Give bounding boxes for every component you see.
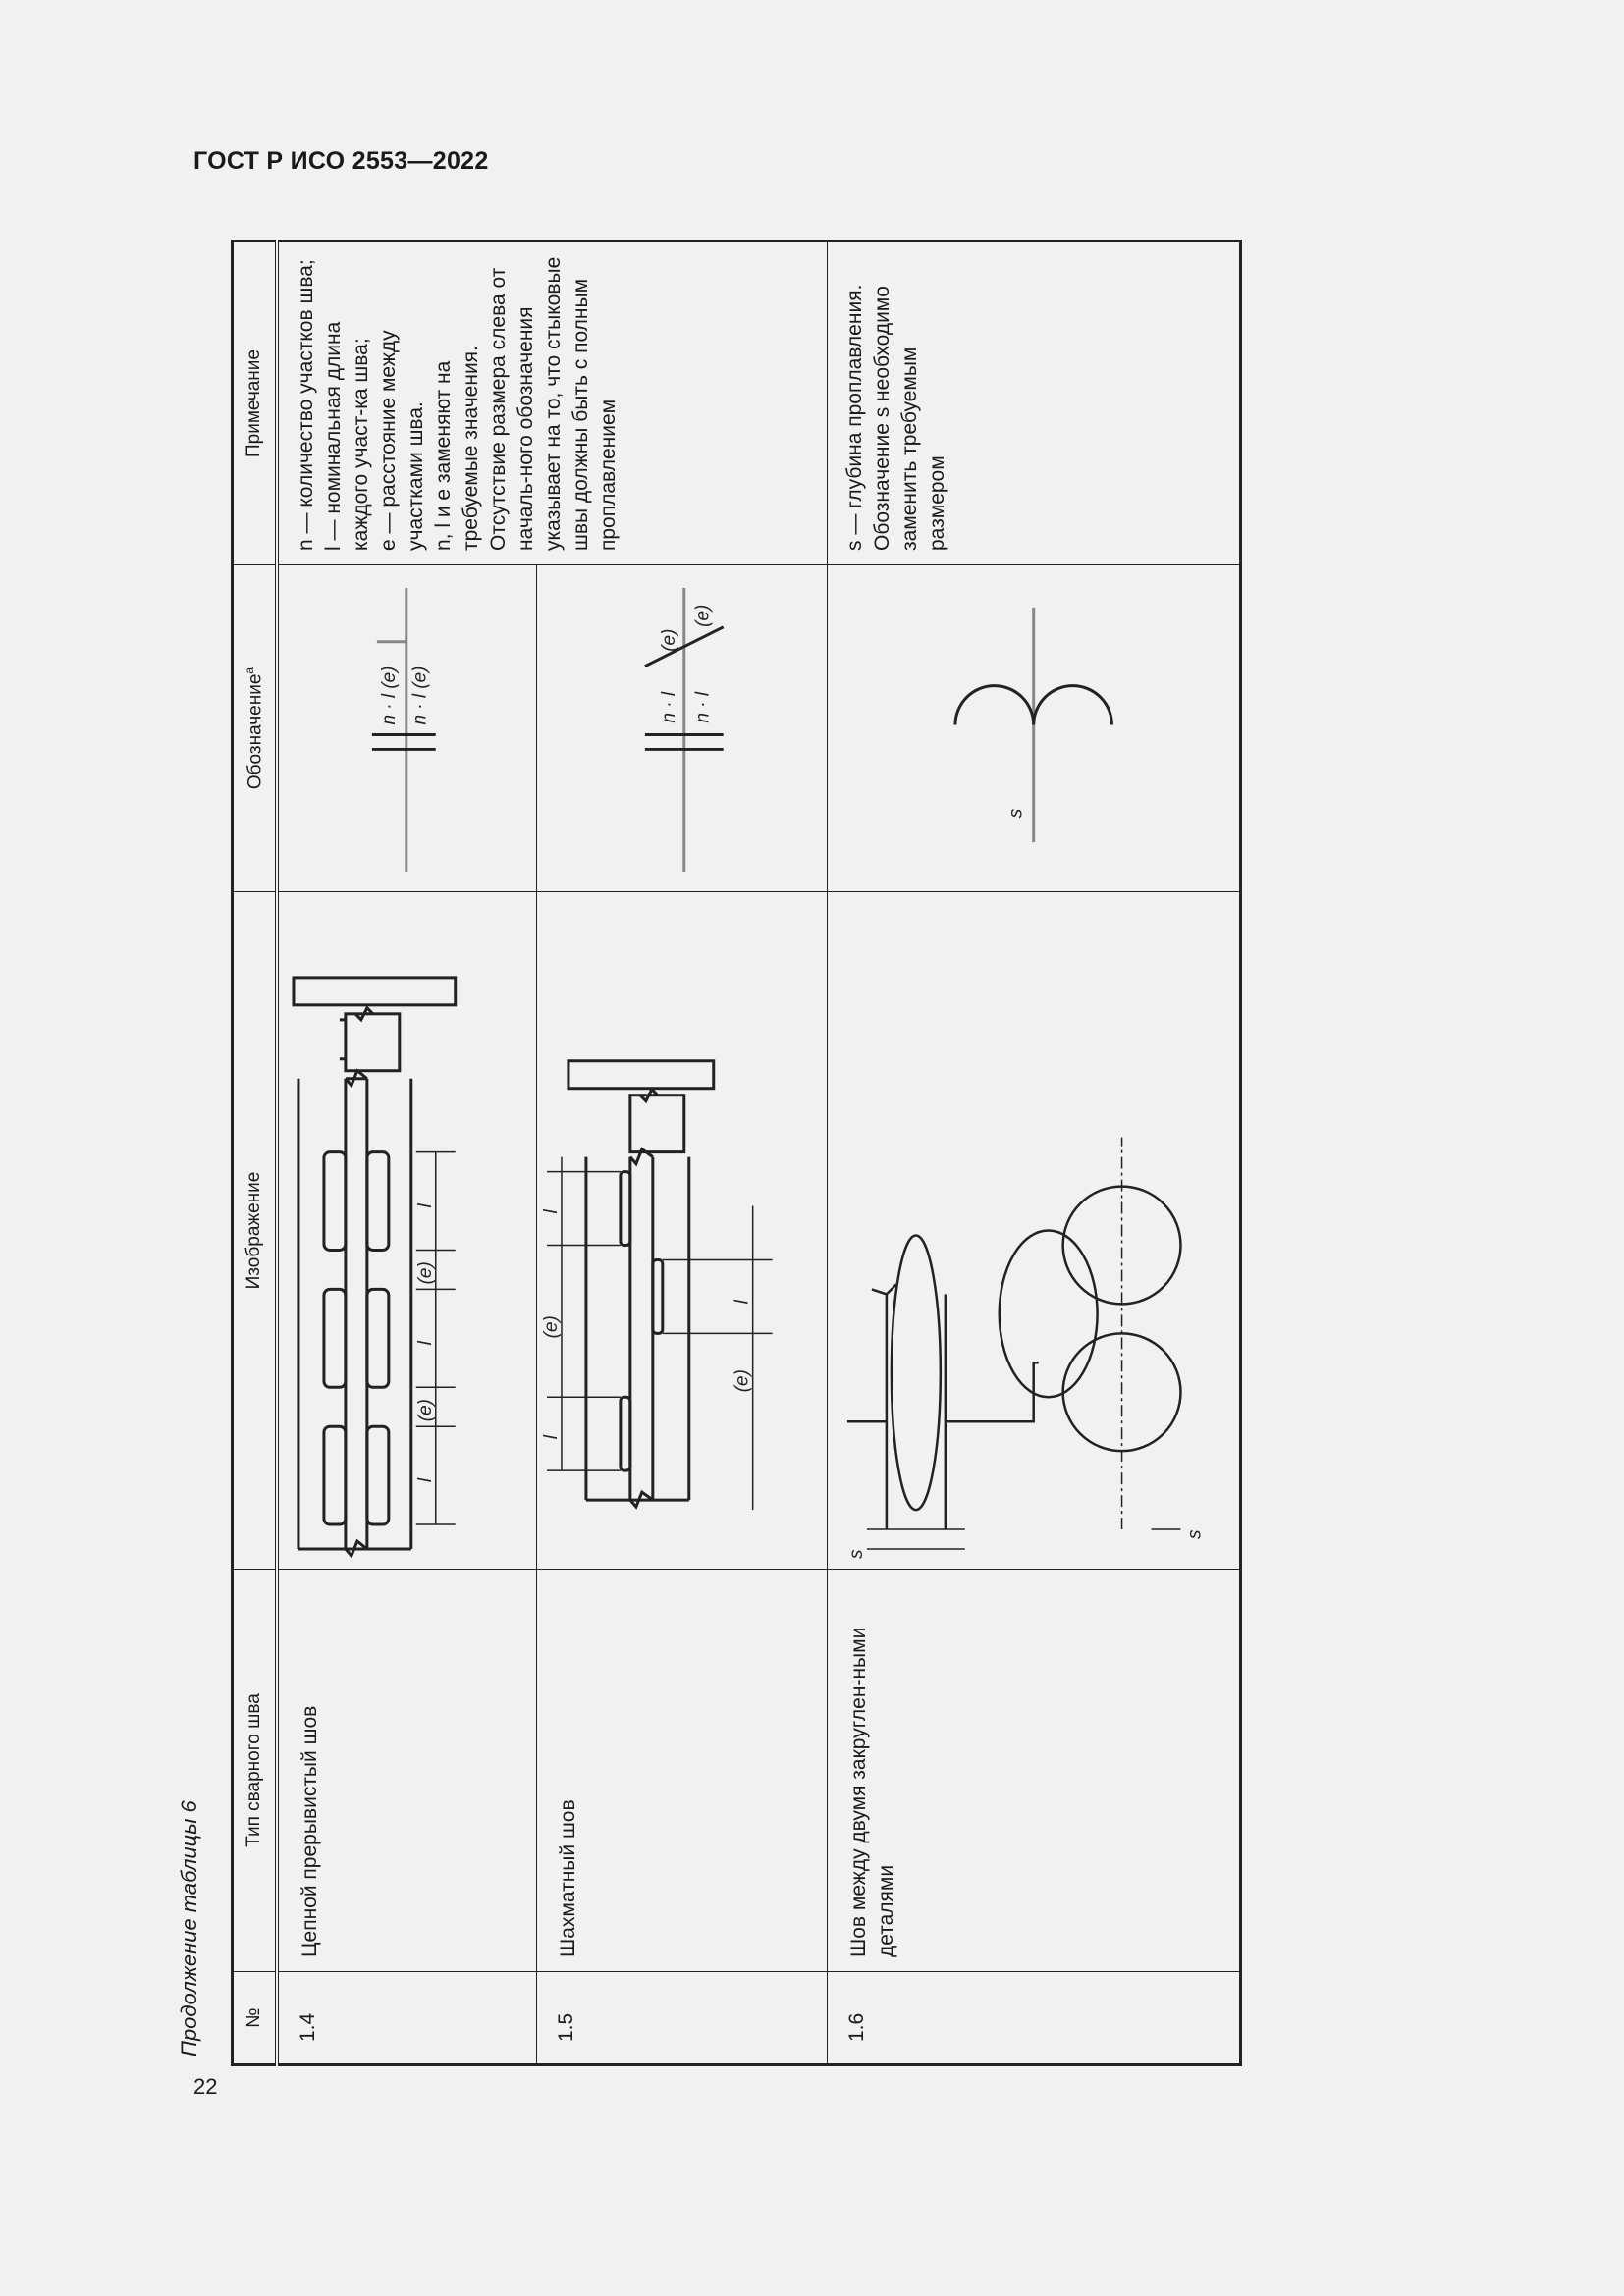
weld-image-staggered (536, 892, 828, 1570)
col-header-note: Примечание (233, 241, 278, 565)
table-caption: Продолжение таблицы 6 (177, 1800, 201, 2056)
note-line: l — номинальная длина каждого участ-ка шва; (322, 321, 372, 551)
note-chain (277, 241, 828, 565)
dim-l-3: l (414, 1203, 436, 1208)
symbol-e-bottom: (e) (692, 604, 714, 627)
col-header-type: Тип сварного шва (233, 1570, 278, 1972)
dim-l-2: l (414, 1341, 436, 1346)
page-number: 22 (193, 2074, 218, 2099)
weld-table (231, 240, 1242, 2066)
weld-symbol-staggered (536, 565, 828, 892)
chain-weld-drawing (279, 892, 536, 1569)
symbol-label-top: n · l (e) (378, 666, 400, 725)
weld-type: Шахматный шов (536, 1570, 828, 1972)
table-row (828, 241, 1240, 2065)
rotated-table-block (177, 242, 1206, 2066)
symbol-label-top: n · l (658, 691, 679, 723)
row-number: 1.5 (536, 1972, 828, 2065)
rounded-parts-weld-drawing (828, 892, 1238, 1569)
col-header-symbol-text: Обозначение (244, 673, 266, 790)
weld-symbol-chain (277, 565, 536, 892)
col-header-symbol (233, 565, 278, 892)
note-line: e — расстояние между участками шва. (377, 330, 427, 551)
col-header-image: Изображение (233, 892, 278, 1570)
dim-s-2: s (1184, 1529, 1206, 1540)
symbol-label-bottom: n · l (e) (409, 666, 431, 725)
note-line: Отсутствие размера слева от началь-ного обозначения указывает на то, что стыковые швы должны быть с полным проплавлением (487, 256, 620, 551)
weld-symbol-rounded (828, 565, 1240, 892)
dim-l-top-2: l (540, 1209, 562, 1214)
dim-l-bottom: l (731, 1300, 753, 1305)
dim-e-bottom: (e) (731, 1369, 753, 1393)
staggered-weld-drawing (537, 892, 828, 1569)
dim-e-2: (e) (414, 1261, 436, 1285)
col-header-no: № (233, 1972, 278, 2065)
dim-e-1: (e) (414, 1399, 436, 1422)
weld-type: Цепной прерывистый шов (277, 1570, 536, 1972)
dim-e-top: (e) (540, 1315, 562, 1339)
chain-weld-symbol (279, 565, 536, 891)
dim-l-top: l (540, 1434, 562, 1440)
note-line: s — глубина проплавления. (843, 284, 867, 551)
dim-s-1: s (846, 1549, 868, 1560)
table-row (277, 241, 536, 2065)
note-line: n — количество участков шва; (295, 259, 317, 551)
row-number: 1.6 (828, 1972, 1240, 2065)
row-number: 1.4 (277, 1972, 536, 2065)
dim-l-1: l (414, 1477, 436, 1483)
weld-image-rounded (828, 892, 1240, 1570)
note-line: n, l и e заменяют на требуемые значения. (432, 346, 482, 551)
table-header-row (233, 241, 278, 2065)
symbol-e-top: (e) (658, 628, 679, 652)
col-header-symbol-sup: a (242, 667, 256, 674)
weld-image-chain (277, 892, 536, 1570)
rounded-parts-weld-symbol (828, 565, 1238, 891)
note-line: Обозначение s необходимо заменить требуемым размером (871, 286, 949, 551)
document-header: ГОСТ Р ИСО 2553—2022 (193, 147, 489, 175)
symbol-label-bottom: n · l (692, 691, 714, 723)
weld-type: Шов между двумя закруглен-ными деталями (828, 1570, 1240, 1972)
symbol-s: s (1005, 808, 1027, 819)
staggered-weld-symbol (537, 565, 828, 891)
note-rounded (828, 241, 1240, 565)
